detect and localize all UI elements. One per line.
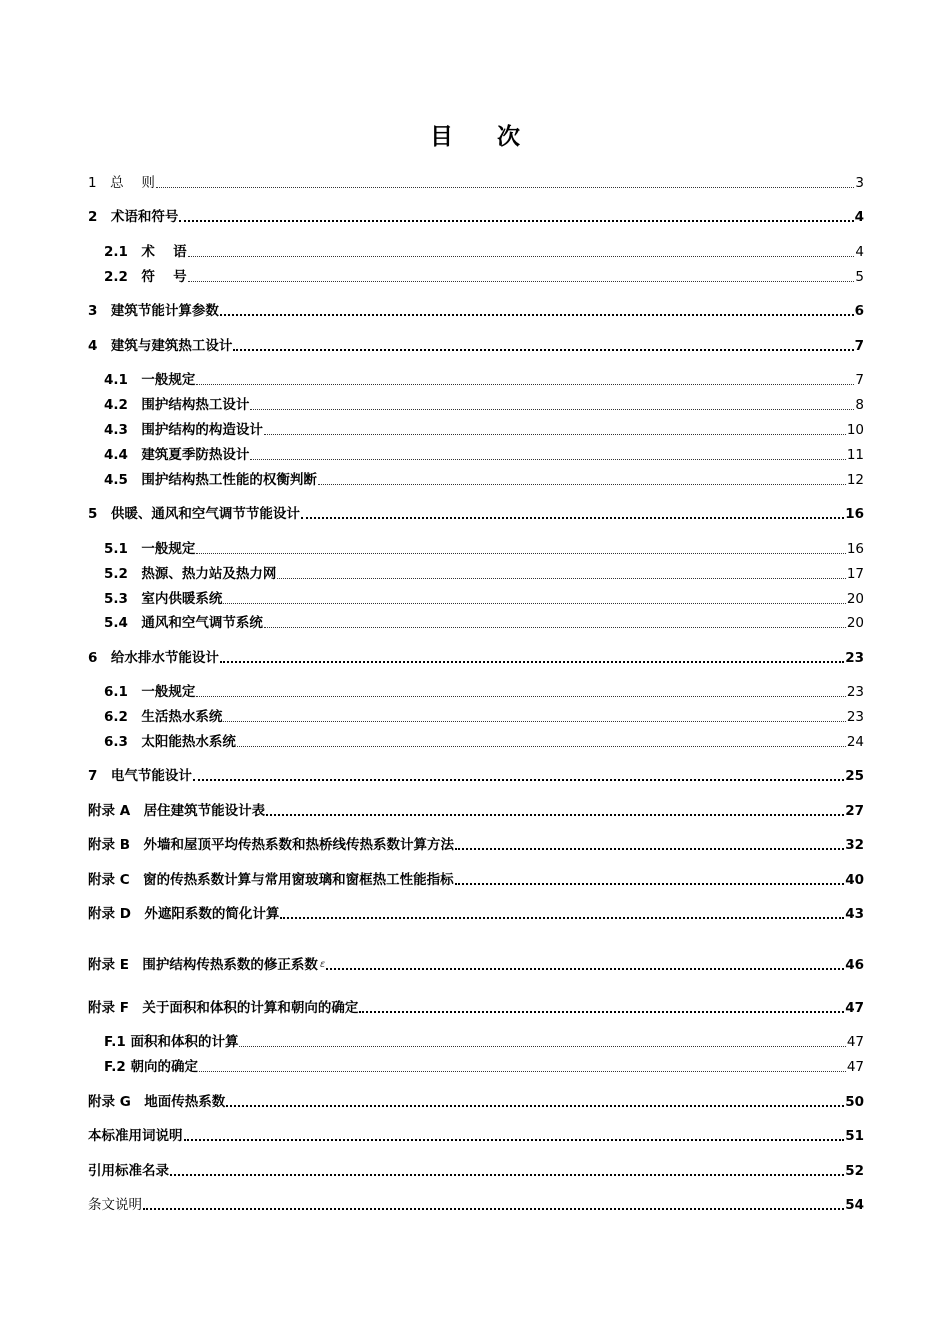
toc-page-number: 20: [846, 615, 864, 631]
toc-leader: [188, 256, 855, 257]
toc-entry-text: 3 建筑节能计算参数: [88, 303, 219, 319]
toc-entry[interactable]: [104, 420, 864, 440]
toc-leader: [264, 434, 846, 435]
toc-entry-text: 4.3 围护结构的构造设计: [104, 422, 263, 438]
toc-entry-text: 附录 E 围护结构传热系数的修正系数: [88, 957, 318, 973]
toc-entry[interactable]: [104, 242, 864, 262]
toc-entry[interactable]: [88, 504, 864, 524]
toc-entry[interactable]: [88, 904, 864, 924]
toc-entry[interactable]: [104, 732, 864, 752]
toc-entry-text: 2.2 符 号: [104, 269, 187, 285]
toc-entry-text: 5.4 通风和空气调节系统: [104, 615, 263, 631]
toc-entry-text: 4.4 建筑夏季防热设计: [104, 447, 250, 463]
toc-page-number: 4: [855, 244, 864, 260]
toc-leader: [318, 484, 846, 485]
toc-entry[interactable]: [88, 801, 864, 821]
toc-page-number: 27: [845, 803, 864, 819]
toc-page-number: 10: [846, 422, 864, 438]
toc-entry-text: 5 供暖、通风和空气调节节能设计: [88, 506, 300, 522]
toc-entry[interactable]: [88, 336, 864, 356]
toc-entry-text: F.1 面积和体积的计算: [104, 1034, 239, 1050]
toc-page-number: 7: [855, 372, 864, 388]
toc-entry[interactable]: [104, 445, 864, 465]
toc-page-number: 23: [846, 709, 864, 725]
toc-page-number: 16: [846, 541, 864, 557]
toc-page-number: 32: [845, 837, 864, 853]
toc-entry-text: 6.2 生活热水系统: [104, 709, 223, 725]
toc-leader: [326, 968, 844, 970]
toc-entry-text: 附录 A 居住建筑节能设计表: [88, 803, 266, 819]
toc-entry[interactable]: [88, 301, 864, 321]
toc-page-number: 23: [845, 650, 864, 666]
toc-leader: [196, 384, 854, 385]
toc-entry-text: 6.1 一般规定: [104, 684, 196, 700]
toc-entry[interactable]: [104, 682, 864, 702]
toc-entry[interactable]: [88, 998, 864, 1018]
toc-entry[interactable]: [104, 707, 864, 727]
toc-entry[interactable]: [88, 173, 864, 193]
toc-page-number: 51: [845, 1128, 864, 1144]
toc-leader: [156, 187, 855, 188]
toc-leader: [233, 349, 853, 351]
toc-entry[interactable]: [88, 1195, 864, 1215]
toc-entry-text: 1 总 则: [88, 175, 155, 191]
toc-leader: [184, 1139, 845, 1141]
toc-page-number: 7: [854, 338, 864, 354]
toc-page-number: 43: [845, 906, 864, 922]
toc-leader: [277, 578, 845, 579]
toc-entry-text: 6 给水排水节能设计: [88, 650, 219, 666]
toc-entry[interactable]: [88, 1161, 864, 1181]
toc-entry[interactable]: [88, 766, 864, 786]
toc-entry-text: 附录 C 窗的传热系数计算与常用窗玻璃和窗框热工性能指标: [88, 872, 454, 888]
toc-entry[interactable]: [104, 539, 864, 559]
toc-leader: [264, 627, 846, 628]
toc-entry-text: F.2 朝向的确定: [104, 1059, 198, 1075]
toc-entry[interactable]: [104, 1032, 864, 1052]
toc-entry[interactable]: [104, 267, 864, 287]
toc-entry-text: 附录 B 外墙和屋顶平均传热系数和热桥线传热系数计算方法: [88, 837, 454, 853]
toc-leader: [301, 517, 844, 519]
toc-page-number: 47: [846, 1059, 864, 1075]
toc-leader: [143, 1208, 844, 1210]
toc-page-number: 11: [846, 447, 864, 463]
toc-entry[interactable]: [104, 589, 864, 609]
toc-page-number: 46: [845, 957, 864, 973]
toc-entry-text: 4.2 围护结构热工设计: [104, 397, 250, 413]
toc-page-number: 8: [855, 397, 864, 413]
page-title: 目 次: [429, 123, 538, 150]
toc-page-number: 54: [845, 1197, 864, 1213]
toc-entry[interactable]: [104, 613, 864, 633]
toc-entry[interactable]: [104, 564, 864, 584]
toc-leader: [179, 220, 853, 222]
toc-leader: [188, 281, 855, 282]
toc-entry[interactable]: [88, 870, 864, 890]
toc-leader: [237, 746, 846, 747]
toc-entry[interactable]: [104, 370, 864, 390]
toc-page-number: 17: [846, 566, 864, 582]
toc-entry[interactable]: [104, 395, 864, 415]
toc-page-number: 52: [845, 1163, 864, 1179]
toc-leader: [455, 848, 844, 850]
toc-leader: [226, 1105, 844, 1107]
toc-page-number: 3: [855, 175, 864, 191]
toc-entry-text: 4.1 一般规定: [104, 372, 196, 388]
toc-page-number: 24: [846, 734, 864, 750]
epsilon-symbol: ε: [319, 959, 326, 970]
toc-entry[interactable]: [88, 648, 864, 668]
toc-leader: [196, 696, 845, 697]
toc-page-number: 47: [846, 1034, 864, 1050]
toc-page-number: 16: [845, 506, 864, 522]
toc-leader: [220, 314, 854, 316]
toc-entry-text: 4 建筑与建筑热工设计: [88, 338, 233, 354]
toc-entry-text: 引用标准名录: [88, 1163, 169, 1179]
toc-page-number: 23: [846, 684, 864, 700]
toc-entry-text: 5.3 室内供暖系统: [104, 591, 223, 607]
toc-entry-text: 6.3 太阳能热水系统: [104, 734, 236, 750]
toc-entry[interactable]: [88, 1126, 864, 1146]
toc-leader: [266, 814, 844, 816]
toc-entry[interactable]: [88, 955, 864, 975]
toc-page-number: 40: [845, 872, 864, 888]
toc-entry[interactable]: [104, 470, 864, 490]
toc-leader: [170, 1174, 844, 1176]
toc-entry-text: 附录 F 关于面积和体积的计算和朝向的确定: [88, 1000, 359, 1016]
toc-entry-text: 条文说明: [88, 1197, 142, 1213]
toc-page-number: 20: [846, 591, 864, 607]
toc-entry-text: 4.5 围护结构热工性能的权衡判断: [104, 472, 317, 488]
toc-leader: [196, 553, 845, 554]
toc-entry-text: 7 电气节能设计: [88, 768, 192, 784]
toc-entry-text: 5.1 一般规定: [104, 541, 196, 557]
toc-page-number: 5: [855, 269, 864, 285]
toc-leader: [359, 1011, 844, 1013]
toc-entry[interactable]: [88, 1092, 864, 1112]
toc-page-number: 12: [846, 472, 864, 488]
toc-leader: [223, 603, 845, 604]
toc-page-number: 25: [845, 768, 864, 784]
toc-page-number: 4: [854, 209, 864, 225]
toc-page-number: 6: [854, 303, 864, 319]
toc-leader: [250, 459, 845, 460]
toc-leader: [223, 721, 845, 722]
toc-page-number: 47: [845, 1000, 864, 1016]
toc-entry-text: 2 术语和符号: [88, 209, 179, 225]
toc-leader: [250, 409, 854, 410]
toc-entry[interactable]: [88, 207, 864, 227]
toc-leader: [280, 917, 844, 919]
toc-entry[interactable]: [104, 1057, 864, 1077]
toc-leader: [199, 1071, 846, 1072]
toc-leader: [239, 1046, 845, 1047]
toc-leader: [455, 883, 845, 885]
toc-leader: [193, 779, 844, 781]
toc-page-number: 50: [845, 1094, 864, 1110]
toc-entry-text: 本标准用词说明: [88, 1128, 183, 1144]
toc-entry[interactable]: [88, 835, 864, 855]
toc-leader: [220, 661, 844, 663]
toc-entry-text: 附录 G 地面传热系数: [88, 1094, 226, 1110]
toc-entry-text: 2.1 术 语: [104, 244, 187, 260]
toc-entry-text: 5.2 热源、热力站及热力网: [104, 566, 277, 582]
toc-entry-text: 附录 D 外遮阳系数的简化计算: [88, 906, 280, 922]
